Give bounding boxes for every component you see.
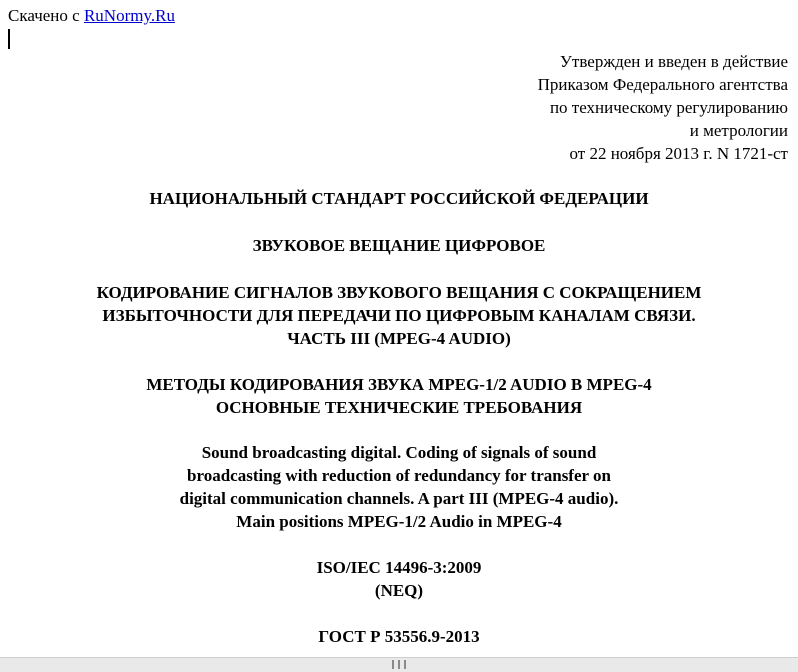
title-sub-line: КОДИРОВАНИЕ СИГНАЛОВ ЗВУКОВОГО ВЕЩАНИЯ С СОКРАЩЕНИЕМ — [96, 283, 702, 302]
approval-line: Утвержден и введен в действие — [559, 52, 788, 71]
approval-line: Приказом Федерального агентства — [537, 75, 788, 94]
title-part-line: МЕТОДЫ КОДИРОВАНИЯ ЗВУКА MPEG-1/2 AUDIO В MPEG-4 — [146, 375, 652, 394]
horizontal-scrollbar[interactable] — [0, 657, 798, 672]
english-title-line: broadcasting with reduction of redundancy for transfer on — [187, 466, 611, 485]
approval-line: и метрологии — [689, 121, 788, 140]
title-part — [0, 373, 798, 419]
iso-relation: (NEQ) — [374, 581, 424, 600]
english-title-line: Main positions MPEG-1/2 Audio in MPEG-4 — [236, 512, 562, 531]
title-main: ЗВУКОВОЕ ВЕЩАНИЕ ЦИФРОВОЕ — [252, 236, 546, 255]
iso-number: ISO/IEC 14496-3:2009 — [316, 558, 482, 577]
text-cursor — [8, 29, 10, 49]
english-title-line: digital communication channels. A part III (MPEG-4 audio). — [179, 489, 619, 508]
title-sub — [0, 281, 798, 350]
standard-type-heading: НАЦИОНАЛЬНЫЙ СТАНДАРТ РОССИЙСКОЙ ФЕДЕРАЦИИ — [149, 189, 649, 208]
title-sub-line: ЧАСТЬ III (MPEG-4 AUDIO) — [287, 329, 511, 348]
gost-number: ГОСТ Р 53556.9-2013 — [318, 627, 480, 646]
english-title — [0, 441, 798, 533]
runormy-link[interactable]: RuNormy.Ru — [83, 6, 175, 25]
approval-block — [538, 50, 788, 165]
title-sub-line: ИЗБЫТОЧНОСТИ ДЛЯ ПЕРЕДАЧИ ПО ЦИФРОВЫМ КАНАЛАМ СВЯЗИ. — [102, 306, 696, 325]
download-source-line — [8, 6, 175, 26]
grip-icon[interactable] — [392, 660, 406, 669]
approval-line: от 22 ноября 2013 г. N 1721-ст — [569, 144, 788, 163]
downloaded-prefix: Скачено с — [8, 6, 80, 25]
english-title-line: Sound broadcasting digital. Coding of signals of sound — [201, 443, 597, 462]
title-part-line: ОСНОВНЫЕ ТЕХНИЧЕСКИЕ ТРЕБОВАНИЯ — [215, 398, 583, 417]
iso-reference — [0, 556, 798, 602]
approval-line: по техническому регулированию — [549, 98, 788, 117]
